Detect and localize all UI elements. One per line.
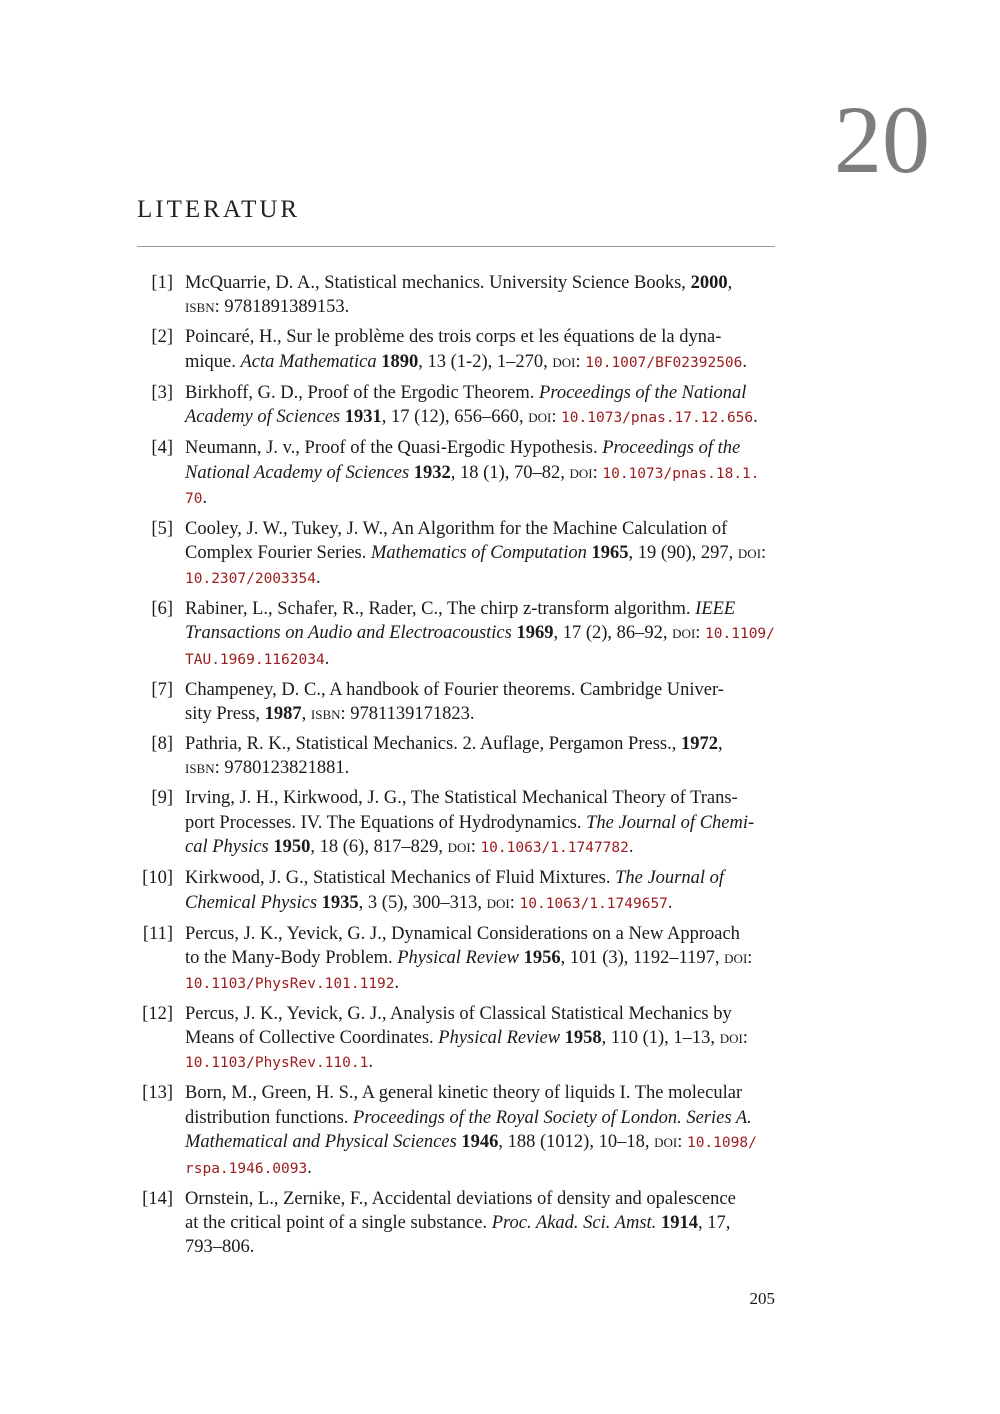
page-number: 205 <box>749 1289 775 1308</box>
reference-label: isbn <box>310 704 341 725</box>
reference-year: 1956 <box>523 948 561 969</box>
reference-item <box>137 866 777 916</box>
reference-doi-link[interactable]: rspa.1946.0093 <box>185 1160 308 1177</box>
reference-year: 1946 <box>461 1132 499 1153</box>
reference-text: Birkhoff, G. D., Proof of the Ergodic Theorem. <box>185 382 540 403</box>
reference-item <box>137 517 777 591</box>
reference-text: . <box>394 972 400 993</box>
reference-label: doi <box>486 892 510 913</box>
reference-text: to the Many-Body Problem. <box>185 948 398 969</box>
reference-year: 1931 <box>344 407 382 428</box>
reference-text: : <box>470 837 481 858</box>
reference-item <box>137 786 777 860</box>
reference-doi-link[interactable]: 10.1109/ <box>705 626 775 643</box>
reference-item <box>137 678 777 727</box>
reference-number: [5] <box>151 519 173 540</box>
reference-journal: Physical Review <box>397 948 519 969</box>
reference-number: [12] <box>142 1003 173 1024</box>
reference-doi-link[interactable]: 10.1063/1.1747782 <box>480 840 629 857</box>
reference-doi-link[interactable]: 70 <box>185 491 203 508</box>
chapter-title: LITERATUR <box>137 196 301 223</box>
reference-number: [13] <box>142 1083 173 1104</box>
reference-text: , 18 (1), 70–82, <box>450 462 570 483</box>
reference-text: , 18 (6), 817–829, <box>310 837 448 858</box>
reference-label: isbn <box>185 758 215 779</box>
reference-item <box>137 1187 777 1260</box>
reference-label: doi <box>737 543 762 564</box>
reference-number: [11] <box>142 923 173 944</box>
reference-doi-link[interactable]: 10.2307/2003354 <box>185 570 316 587</box>
reference-text: , 110 (1), 1–13, <box>601 1027 720 1048</box>
reference-item <box>137 381 777 431</box>
reference-doi-link[interactable]: 10.1073/pnas.18.1. <box>602 465 760 482</box>
reference-number: [8] <box>151 734 173 755</box>
reference-text: port Processes. IV. The Equations of Hydrodynamics. <box>185 812 587 833</box>
reference-text: Born, M., Green, H. S., A general kinetic theory of liquids I. The molecular <box>185 1083 743 1104</box>
reference-text: : <box>677 1132 687 1153</box>
reference-number: [10] <box>142 868 173 889</box>
reference-text: : <box>509 892 520 913</box>
reference-doi-link[interactable]: 10.1103/PhysRev.101.1192 <box>185 975 395 992</box>
reference-journal: Mathematical and Physical Sciences <box>185 1132 457 1153</box>
bibliography-list <box>137 271 777 1265</box>
reference-label: isbn <box>185 297 215 318</box>
chapter-number: 20 <box>834 86 930 193</box>
reference-label: doi <box>528 407 552 428</box>
reference-text: Champeney, D. C., A handbook of Fourier theorems. Cambridge Univer- <box>185 679 724 700</box>
reference-text: Poincaré, H., Sur le problème des trois corps et les équations de la dyna- <box>185 327 722 348</box>
reference-journal: Acta Mathematica <box>240 351 377 372</box>
reference-journal: Academy of Sciences <box>185 407 341 428</box>
reference-text: . <box>202 488 208 509</box>
reference-year: 1969 <box>516 623 554 644</box>
reference-year: 1935 <box>321 892 359 913</box>
reference-text: . <box>315 567 321 588</box>
reference-journal: Transactions on Audio and Electroacoustics <box>185 623 512 644</box>
reference-text: : <box>575 351 586 372</box>
reference-text: McQuarrie, D. A., Statistical mechanics. University Science Books, <box>185 273 691 293</box>
title-rule <box>137 246 775 247</box>
reference-journal: Proc. Akad. Sci. Amst. <box>491 1212 657 1233</box>
reference-label: doi <box>719 1027 743 1048</box>
reference-doi-link[interactable]: 10.1007/BF02392506 <box>585 354 743 371</box>
reference-text: , <box>718 734 723 755</box>
reference-text: Irving, J. H., Kirkwood, J. G., The Statistical Mechanical Theory of Trans- <box>185 788 738 809</box>
reference-number: [4] <box>151 438 173 459</box>
reference-number: [1] <box>151 273 173 293</box>
reference-text: : 9781891389153. <box>214 297 350 318</box>
reference-item <box>137 1081 777 1181</box>
reference-year: 1914 <box>660 1212 698 1233</box>
reference-number: [3] <box>151 382 173 403</box>
reference-text: , 17, <box>697 1212 731 1233</box>
reference-journal: cal Physics <box>185 837 269 858</box>
reference-number: [7] <box>151 679 173 700</box>
reference-year: 1932 <box>413 462 451 483</box>
reference-text: , 17 (2), 86–92, <box>553 623 673 644</box>
reference-text: , 188 (1012), 10–18, <box>498 1132 655 1153</box>
reference-journal: Proceedings of the Royal Society of London. Series A. <box>353 1107 752 1128</box>
reference-text: distribution functions. <box>185 1107 354 1128</box>
reference-text: . <box>742 351 748 372</box>
reference-item <box>137 597 777 672</box>
reference-text: , <box>727 273 733 293</box>
reference-item <box>137 271 777 320</box>
reference-number: [14] <box>142 1188 173 1209</box>
reference-text: at the critical point of a single substance. <box>185 1212 492 1233</box>
reference-text: . <box>324 648 330 669</box>
reference-journal: IEEE <box>695 598 736 619</box>
reference-year: 1890 <box>381 351 419 372</box>
reference-label: doi <box>672 623 696 644</box>
reference-text: , 13 (1-2), 1–270, <box>418 351 553 372</box>
reference-number: [6] <box>151 598 173 619</box>
reference-text: . <box>307 1157 312 1178</box>
reference-number: [2] <box>151 327 173 348</box>
reference-text: Pathria, R. K., Statistical Mechanics. 2. Auflage, Pergamon Press., <box>185 734 681 755</box>
reference-text: : <box>551 407 562 428</box>
reference-text: . <box>628 837 634 858</box>
reference-text: Percus, J. K., Yevick, G. J., Analysis of Classical Statistical Mechanics by <box>185 1003 732 1024</box>
reference-text: . <box>753 407 758 428</box>
reference-text: , 3 (5), 300–313, <box>358 892 487 913</box>
reference-item <box>137 436 777 511</box>
reference-journal: Proceedings of the National <box>539 382 747 403</box>
reference-year: 1965 <box>591 543 629 564</box>
reference-journal: Mathematics of Computation <box>371 543 587 564</box>
reference-text: , <box>301 704 311 725</box>
reference-text: : 9781139171823. <box>340 704 475 725</box>
reference-item <box>137 325 777 375</box>
reference-text: : <box>695 623 706 644</box>
reference-text: . <box>667 892 673 913</box>
reference-text: sity Press, <box>185 704 265 725</box>
reference-text: Complex Fourier Series. <box>185 543 372 564</box>
reference-label: doi <box>569 462 593 483</box>
reference-journal: Physical Review <box>438 1027 561 1048</box>
reference-year: 1987 <box>264 704 302 725</box>
reference-year: 2000 <box>690 273 728 293</box>
reference-text: mique. <box>185 351 241 372</box>
reference-text: : 9780123821881. <box>214 758 350 779</box>
reference-text: : <box>592 462 603 483</box>
reference-label: doi <box>447 837 471 858</box>
reference-text: Ornstein, L., Zernike, F., Accidental deviations of density and opalescence <box>185 1188 736 1209</box>
reference-text: Means of Collective Coordinates. <box>185 1027 439 1048</box>
reference-label: doi <box>552 351 576 372</box>
reference-text: Kirkwood, J. G., Statistical Mechanics of Fluid Mixtures. <box>185 868 616 889</box>
reference-text: : <box>747 948 753 969</box>
reference-label: doi <box>724 948 748 969</box>
reference-doi-link[interactable]: 10.1103/PhysRev.110.1 <box>185 1055 369 1072</box>
reference-label: doi <box>654 1132 678 1153</box>
reference-doi-link[interactable]: 10.1063/1.1749657 <box>519 895 668 912</box>
reference-item <box>137 732 777 781</box>
reference-year: 1958 <box>564 1027 602 1048</box>
reference-doi-link[interactable]: 10.1098/ <box>686 1135 757 1152</box>
reference-doi-link[interactable]: 10.1073/pnas.17.12.656 <box>561 410 754 427</box>
reference-year: 1950 <box>273 837 311 858</box>
reference-journal: Proceedings of the <box>602 438 741 459</box>
reference-text: . <box>368 1052 373 1073</box>
reference-text: Percus, J. K., Yevick, G. J., Dynamical Considerations on a New Approach <box>185 923 740 944</box>
reference-text: Neumann, J. v., Proof of the Quasi-Ergodic Hypothesis. <box>185 438 603 459</box>
reference-year: 1972 <box>681 734 718 755</box>
reference-number: [9] <box>151 788 173 809</box>
reference-text: Cooley, J. W., Tukey, J. W., An Algorithm for the Machine Calculation of <box>185 519 728 540</box>
reference-text: , 19 (90), 297, <box>628 543 738 564</box>
reference-text: 793–806. <box>185 1237 255 1258</box>
reference-text: , 17 (12), 656–660, <box>381 407 529 428</box>
reference-text: , 101 (3), 1192–1197, <box>560 948 725 969</box>
reference-text: Rabiner, L., Schafer, R., Rader, C., The chirp z-transform algorithm. <box>185 598 696 619</box>
reference-text: : <box>742 1027 748 1048</box>
reference-doi-link[interactable]: TAU.1969.1162034 <box>185 651 325 668</box>
reference-journal: Chemical Physics <box>185 892 318 913</box>
reference-item <box>137 1002 777 1076</box>
reference-text: : <box>761 543 767 564</box>
reference-journal: National Academy of Sciences <box>185 462 410 483</box>
reference-item <box>137 922 777 996</box>
reference-journal: The Journal of Chemi- <box>586 812 755 833</box>
reference-journal: The Journal of <box>615 868 725 889</box>
